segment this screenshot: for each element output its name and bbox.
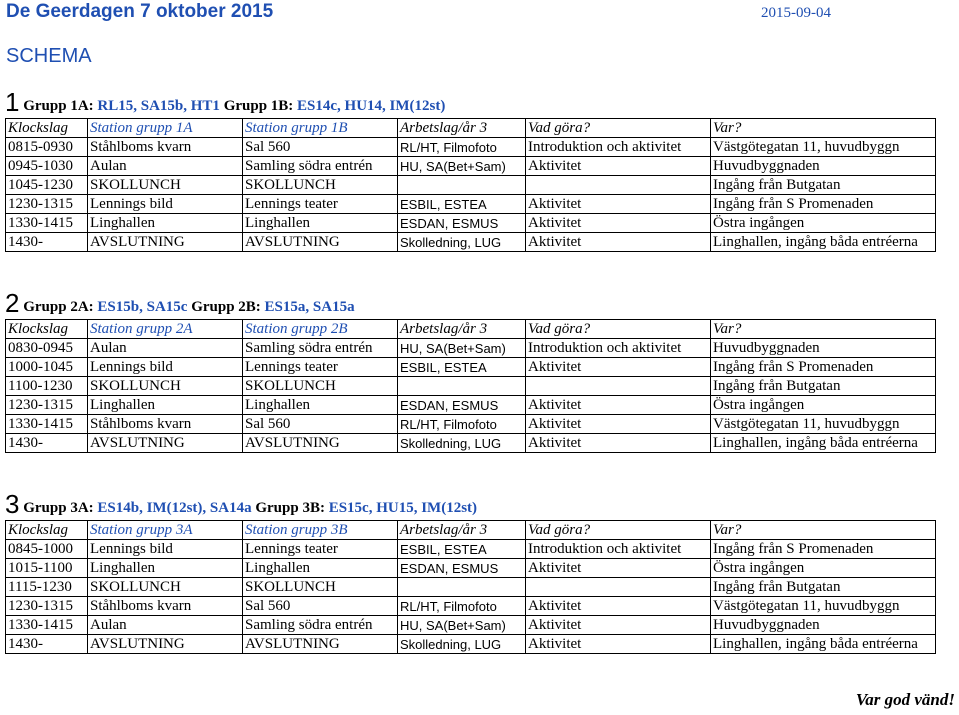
cell-station-a: Linghallen <box>88 214 243 233</box>
cell-station-b: AVSLUTNING <box>243 434 398 453</box>
cell-team: Skolledning, LUG <box>398 635 526 654</box>
cell-time: 1330-1415 <box>6 616 88 635</box>
cell-location: Linghallen, ingång båda entréerna <box>711 635 936 654</box>
cell-activity: Aktivitet <box>526 597 711 616</box>
cell-team: RL/HT, Filmofoto <box>398 415 526 434</box>
cell-station-a: SKOLLUNCH <box>88 176 243 195</box>
cell-location: Ingång från Butgatan <box>711 578 936 597</box>
cell-station-a: Lennings bild <box>88 358 243 377</box>
group-heading <box>5 87 935 118</box>
cell-team: ESDAN, ESMUS <box>398 214 526 233</box>
group-b-label: Grupp 3B: <box>255 500 325 516</box>
cell-station-a: SKOLLUNCH <box>88 377 243 396</box>
group-heading <box>5 489 935 520</box>
cell-activity: Aktivitet <box>526 214 711 233</box>
column-header-activity: Vad göra? <box>526 119 711 138</box>
cell-station-a: AVSLUTNING <box>88 233 243 252</box>
cell-activity: Aktivitet <box>526 157 711 176</box>
cell-location: Ingång från S Promenaden <box>711 195 936 214</box>
group-a-label: Grupp 3A: <box>23 500 94 516</box>
cell-time: 0815-0930 <box>6 138 88 157</box>
schema-heading: SCHEMA <box>6 45 92 67</box>
column-header-station-a: Station grupp 3A <box>88 521 243 540</box>
cell-team: HU, SA(Bet+Sam) <box>398 339 526 358</box>
cell-location: Västgötegatan 11, huvudbyggn <box>711 597 936 616</box>
cell-team: Skolledning, LUG <box>398 434 526 453</box>
cell-team: Skolledning, LUG <box>398 233 526 252</box>
group-a-label: Grupp 2A: <box>23 299 94 315</box>
column-header-team: Arbetslag/år 3 <box>398 320 526 339</box>
cell-team <box>398 377 526 396</box>
cell-activity: Aktivitet <box>526 233 711 252</box>
cell-station-b: Lennings teater <box>243 358 398 377</box>
cell-station-a: Ståhlboms kvarn <box>88 138 243 157</box>
column-header-station-b: Station grupp 1B <box>243 119 398 138</box>
cell-station-b: Linghallen <box>243 559 398 578</box>
column-header-activity: Vad göra? <box>526 521 711 540</box>
column-header-location: Var? <box>711 521 936 540</box>
cell-team: ESDAN, ESMUS <box>398 559 526 578</box>
cell-station-a: Lennings bild <box>88 195 243 214</box>
cell-station-b: Sal 560 <box>243 138 398 157</box>
cell-station-b: Lennings teater <box>243 540 398 559</box>
cell-activity: Aktivitet <box>526 616 711 635</box>
cell-location: Östra ingången <box>711 214 936 233</box>
column-header-time: Klockslag <box>6 119 88 138</box>
group-b-label: Grupp 2B: <box>191 299 261 315</box>
document-title: De Geerdagen 7 oktober 2015 <box>6 1 274 22</box>
cell-station-b: Linghallen <box>243 396 398 415</box>
cell-team: HU, SA(Bet+Sam) <box>398 157 526 176</box>
cell-location: Ingång från Butgatan <box>711 176 936 195</box>
table-row <box>6 559 936 578</box>
group-b-classes: ES15c, HU15, IM(12st) <box>328 500 478 516</box>
cell-activity: Aktivitet <box>526 195 711 214</box>
cell-station-a: Ståhlboms kvarn <box>88 415 243 434</box>
group-number: 2 <box>5 288 20 318</box>
column-header-station-a: Station grupp 2A <box>88 320 243 339</box>
cell-location: Linghallen, ingång båda entréerna <box>711 233 936 252</box>
cell-station-b: Lennings teater <box>243 195 398 214</box>
cell-activity: Aktivitet <box>526 358 711 377</box>
cell-location: Östra ingången <box>711 396 936 415</box>
cell-team: RL/HT, Filmofoto <box>398 597 526 616</box>
cell-station-b: AVSLUTNING <box>243 635 398 654</box>
cell-time: 0945-1030 <box>6 157 88 176</box>
table-row <box>6 434 936 453</box>
group-number: 3 <box>5 489 20 519</box>
group-b-classes: ES15a, SA15a <box>264 299 355 315</box>
table-header-row <box>6 119 936 138</box>
column-header-station-b: Station grupp 3B <box>243 521 398 540</box>
table-header-row <box>6 521 936 540</box>
cell-location: Västgötegatan 11, huvudbyggn <box>711 138 936 157</box>
group-a-classes: RL15, SA15b, HT1 <box>97 98 220 114</box>
cell-time: 1330-1415 <box>6 214 88 233</box>
cell-time: 1000-1045 <box>6 358 88 377</box>
table-header-row <box>6 320 936 339</box>
cell-station-b: Linghallen <box>243 214 398 233</box>
cell-station-a: Aulan <box>88 339 243 358</box>
table-row <box>6 214 936 233</box>
cell-station-a: Lennings bild <box>88 540 243 559</box>
table-row <box>6 396 936 415</box>
cell-activity: Aktivitet <box>526 415 711 434</box>
group-2-section <box>5 288 935 453</box>
group-a-classes: ES15b, SA15c <box>97 299 188 315</box>
cell-team: ESDAN, ESMUS <box>398 396 526 415</box>
cell-time: 1430- <box>6 635 88 654</box>
document-date: 2015-09-04 <box>761 5 831 21</box>
schedule-table <box>5 520 936 654</box>
column-header-time: Klockslag <box>6 320 88 339</box>
column-header-activity: Vad göra? <box>526 320 711 339</box>
group-3-section <box>5 489 935 654</box>
cell-station-b: SKOLLUNCH <box>243 377 398 396</box>
cell-station-a: SKOLLUNCH <box>88 578 243 597</box>
cell-time: 1100-1230 <box>6 377 88 396</box>
cell-time: 1115-1230 <box>6 578 88 597</box>
cell-location: Huvudbyggnaden <box>711 339 936 358</box>
cell-station-a: AVSLUTNING <box>88 635 243 654</box>
cell-time: 1330-1415 <box>6 415 88 434</box>
table-row <box>6 157 936 176</box>
cell-time: 1430- <box>6 434 88 453</box>
cell-team: HU, SA(Bet+Sam) <box>398 616 526 635</box>
table-row <box>6 415 936 434</box>
cell-time: 1430- <box>6 233 88 252</box>
group-b-label: Grupp 1B: <box>223 98 294 114</box>
cell-location: Linghallen, ingång båda entréerna <box>711 434 936 453</box>
table-row <box>6 176 936 195</box>
table-row <box>6 540 936 559</box>
cell-station-a: Aulan <box>88 616 243 635</box>
cell-team: ESBIL, ESTEA <box>398 540 526 559</box>
cell-time: 1230-1315 <box>6 195 88 214</box>
cell-team <box>398 578 526 597</box>
cell-station-a: Linghallen <box>88 559 243 578</box>
cell-station-b: Samling södra entrén <box>243 339 398 358</box>
cell-activity: Aktivitet <box>526 396 711 415</box>
cell-team: RL/HT, Filmofoto <box>398 138 526 157</box>
cell-station-b: SKOLLUNCH <box>243 578 398 597</box>
cell-activity <box>526 176 711 195</box>
cell-location: Västgötegatan 11, huvudbyggn <box>711 415 936 434</box>
table-row <box>6 616 936 635</box>
cell-activity: Aktivitet <box>526 635 711 654</box>
table-row <box>6 377 936 396</box>
title-bar <box>0 0 959 30</box>
cell-team <box>398 176 526 195</box>
cell-location: Huvudbyggnaden <box>711 157 936 176</box>
cell-location: Ingång från S Promenaden <box>711 540 936 559</box>
cell-time: 1230-1315 <box>6 396 88 415</box>
cell-activity: Aktivitet <box>526 434 711 453</box>
column-header-station-a: Station grupp 1A <box>88 119 243 138</box>
table-row <box>6 195 936 214</box>
group-heading <box>5 288 935 319</box>
cell-station-b: Samling södra entrén <box>243 157 398 176</box>
table-row <box>6 578 936 597</box>
cell-time: 1230-1315 <box>6 597 88 616</box>
table-row <box>6 339 936 358</box>
column-header-location: Var? <box>711 320 936 339</box>
cell-station-a: Aulan <box>88 157 243 176</box>
turn-page-note: Var god vänd! <box>855 690 955 709</box>
cell-station-b: SKOLLUNCH <box>243 176 398 195</box>
cell-station-b: Sal 560 <box>243 597 398 616</box>
table-row <box>6 597 936 616</box>
cell-location: Ingång från Butgatan <box>711 377 936 396</box>
group-1-section <box>5 87 935 252</box>
cell-time: 0830-0945 <box>6 339 88 358</box>
table-row <box>6 635 936 654</box>
cell-activity: Introduktion och aktivitet <box>526 138 711 157</box>
group-a-label: Grupp 1A: <box>23 98 94 114</box>
cell-team: ESBIL, ESTEA <box>398 195 526 214</box>
cell-station-a: Linghallen <box>88 396 243 415</box>
cell-activity <box>526 377 711 396</box>
column-header-team: Arbetslag/år 3 <box>398 521 526 540</box>
group-number: 1 <box>5 87 20 117</box>
cell-activity <box>526 578 711 597</box>
table-row <box>6 233 936 252</box>
cell-activity: Introduktion och aktivitet <box>526 339 711 358</box>
cell-station-a: AVSLUTNING <box>88 434 243 453</box>
column-header-location: Var? <box>711 119 936 138</box>
cell-location: Ingång från S Promenaden <box>711 358 936 377</box>
cell-team: ESBIL, ESTEA <box>398 358 526 377</box>
column-header-team: Arbetslag/år 3 <box>398 119 526 138</box>
group-b-classes: ES14c, HU14, IM(12st) <box>297 98 446 114</box>
schedule-table <box>5 319 936 453</box>
cell-time: 1045-1230 <box>6 176 88 195</box>
cell-station-a: Ståhlboms kvarn <box>88 597 243 616</box>
column-header-station-b: Station grupp 2B <box>243 320 398 339</box>
cell-activity: Aktivitet <box>526 559 711 578</box>
schedule-table <box>5 118 936 252</box>
cell-time: 0845-1000 <box>6 540 88 559</box>
cell-station-b: AVSLUTNING <box>243 233 398 252</box>
cell-station-b: Samling södra entrén <box>243 616 398 635</box>
table-row <box>6 358 936 377</box>
cell-time: 1015-1100 <box>6 559 88 578</box>
column-header-time: Klockslag <box>6 521 88 540</box>
cell-location: Östra ingången <box>711 559 936 578</box>
group-a-classes: ES14b, IM(12st), SA14a <box>97 500 252 516</box>
cell-activity: Introduktion och aktivitet <box>526 540 711 559</box>
table-row <box>6 138 936 157</box>
cell-location: Huvudbyggnaden <box>711 616 936 635</box>
cell-station-b: Sal 560 <box>243 415 398 434</box>
